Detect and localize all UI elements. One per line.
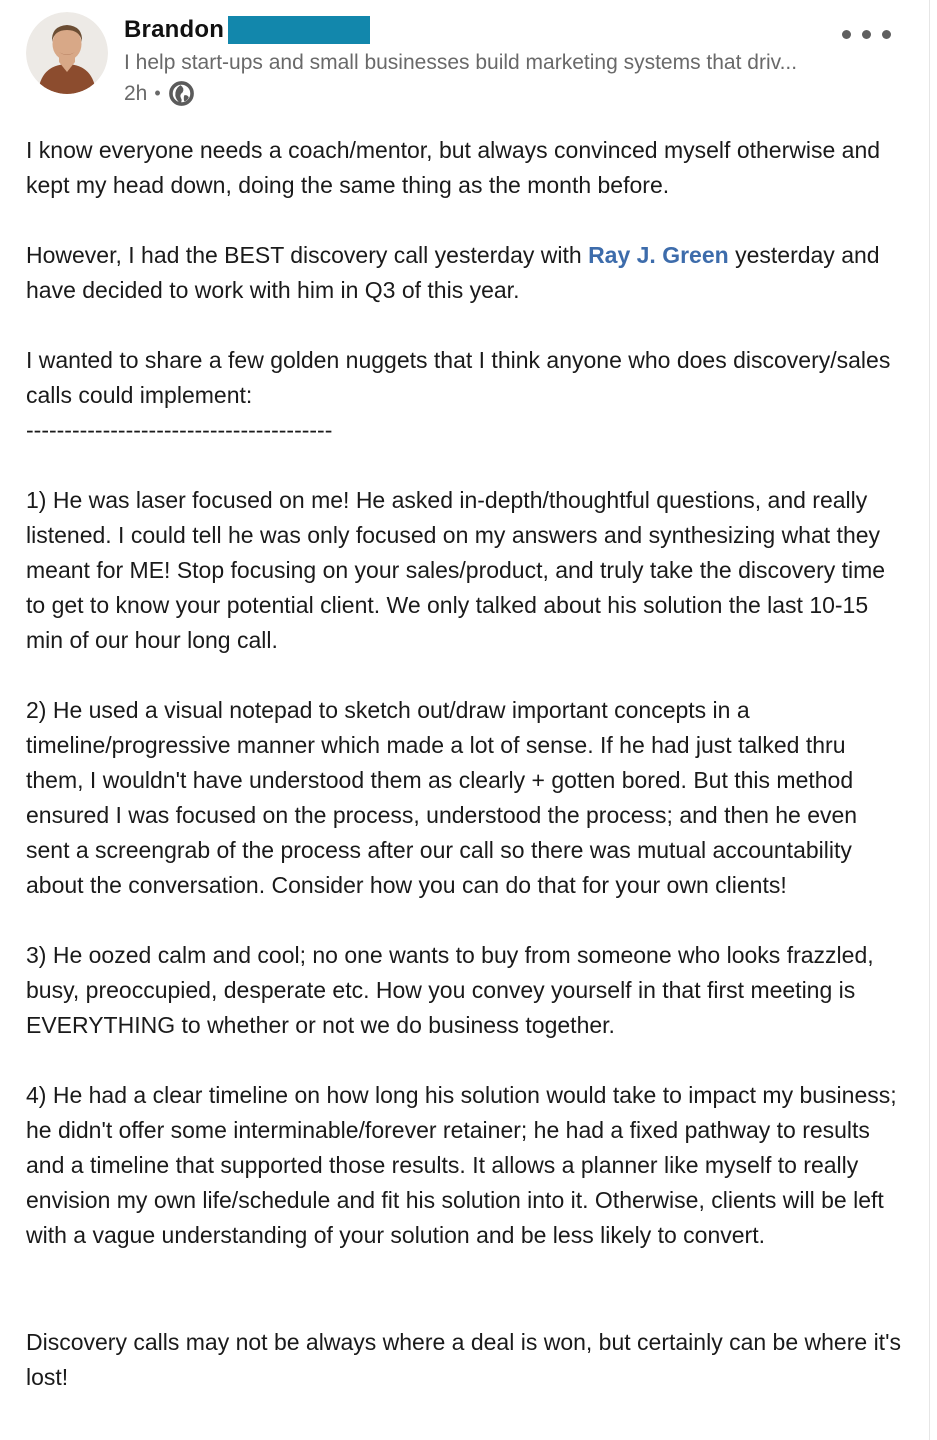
post-paragraph-7: 4) He had a clear timeline on how long his solution would take to impact my business; he didn't offer some interminable/forever retainer; he had a fixed pathway to results and a timeline that supported those results. It allows a planner like myself to really envision my own life/schedule and fit his solution into it. Otherwise, clients will be left with a vague understanding of your solution and be less likely to convert. xyxy=(26,1082,897,1248)
post-paragraph-4: 1) He was laser focused on me! He asked in-depth/thoughtful questions, and really listened. I could tell he was only focused on my answers and synthesizing what they meant for ME! Stop focusing on your sales/product, and truly take the discovery time to get to know your potential client. We only talked about his solution the last 10-15 min of our hour long call. xyxy=(26,487,886,653)
post-meta-row xyxy=(124,80,797,107)
dashed-divider-line: ---------------------------------------- xyxy=(26,417,333,443)
author-headline: I help start-ups and small businesses build marketing systems that driv... xyxy=(124,51,798,74)
post-header xyxy=(26,12,903,107)
mention-link[interactable]: Ray J. Green xyxy=(588,242,729,268)
post-paragraph-5: 2) He used a visual notepad to sketch out/draw important concepts in a timeline/progressive manner which made a lot of sense. If he had just talked thru them, I wouldn't have understood them as clearly + gotten bored. But this method ensured I was focused on the process, understood the process; and then he even sent a screengrab of the process after our call so there was mutual accountability about the conversation. Consider how you can do that for your own clients! xyxy=(26,697,858,898)
post-paragraph-1: I know everyone needs a coach/mentor, but always convinced myself otherwise and kept my head down, doing the same thing as the month before. xyxy=(26,137,881,198)
paragraph-text: However, I had the BEST discovery call yesterday with xyxy=(26,242,589,268)
post-paragraph-8: Discovery calls may not be always where a deal is won, but certainly can be where it's lost! xyxy=(26,1329,901,1390)
post-paragraph-3: I wanted to share a few golden nuggets that I think anyone who does discovery/sales calls could implement: xyxy=(26,347,891,408)
ellipsis-icon xyxy=(862,30,871,39)
post-header-text xyxy=(124,12,797,107)
timestamp: 2h xyxy=(124,81,148,105)
post-menu-button[interactable] xyxy=(832,20,901,49)
author-name[interactable]: Brandon xyxy=(124,16,225,43)
post-paragraph-2 xyxy=(26,238,904,308)
ellipsis-icon xyxy=(882,30,891,39)
author-lastname-redaction xyxy=(228,16,370,44)
avatar[interactable] xyxy=(26,12,108,94)
post-paragraph-6: 3) He oozed calm and cool; no one wants to buy from someone who looks frazzled, busy, preoccupied, desperate etc. How you convey yourself in that first meeting is EVERYTHING to whether or not we do business together. xyxy=(26,942,874,1038)
globe-icon xyxy=(168,80,195,107)
meta-separator: • xyxy=(154,83,161,103)
paragraph-text: yesterday and have decided to work with him in Q3 of this year. xyxy=(26,242,880,303)
author-name-row xyxy=(124,15,797,45)
profile-photo xyxy=(26,12,108,94)
post-body xyxy=(26,133,904,1395)
ellipsis-icon xyxy=(842,30,851,39)
